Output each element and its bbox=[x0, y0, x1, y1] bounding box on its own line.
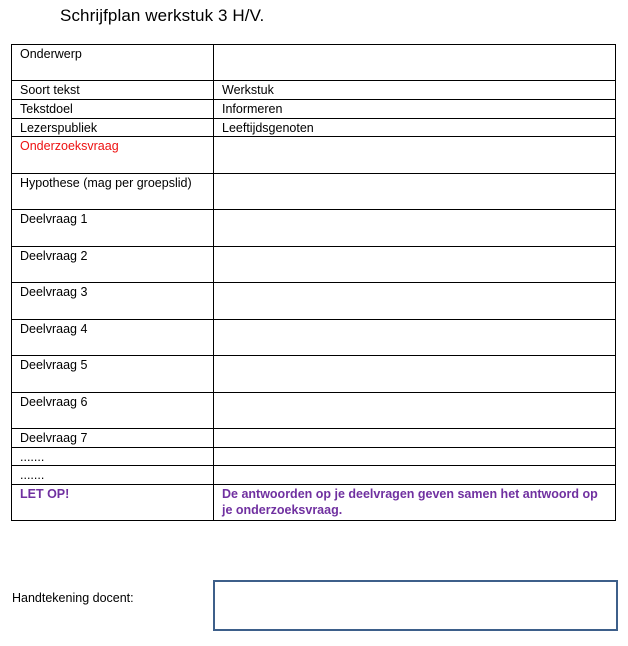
row-value-field[interactable] bbox=[214, 393, 616, 429]
table-row bbox=[12, 485, 616, 521]
table-row bbox=[12, 356, 616, 393]
row-label: LET OP! bbox=[12, 485, 214, 521]
row-value-field[interactable] bbox=[214, 210, 616, 247]
row-label: Onderzoeksvraag bbox=[12, 137, 214, 174]
row-value-field[interactable] bbox=[214, 137, 616, 174]
row-label: Deelvraag 1 bbox=[12, 210, 214, 247]
row-label: Lezerspubliek bbox=[12, 119, 214, 137]
row-label: Onderwerp bbox=[12, 45, 214, 81]
row-label: Deelvraag 5 bbox=[12, 356, 214, 393]
row-label: Deelvraag 2 bbox=[12, 247, 214, 283]
writing-plan-table bbox=[11, 44, 616, 521]
row-value-field[interactable] bbox=[214, 247, 616, 283]
row-label: ....... bbox=[12, 466, 214, 485]
row-value-field[interactable] bbox=[214, 356, 616, 393]
row-value-field[interactable] bbox=[214, 429, 616, 448]
row-value-field[interactable]: Leeftijdsgenoten bbox=[214, 119, 616, 137]
row-value-field[interactable] bbox=[214, 174, 616, 210]
table-row bbox=[12, 174, 616, 210]
row-value-field[interactable]: Informeren bbox=[214, 100, 616, 119]
document-title: Schrijfplan werkstuk 3 H/V. bbox=[60, 6, 265, 25]
signature-field[interactable] bbox=[213, 580, 618, 631]
row-value-field[interactable] bbox=[214, 45, 616, 81]
row-label: Deelvraag 3 bbox=[12, 283, 214, 320]
table-row bbox=[12, 210, 616, 247]
row-value-field[interactable] bbox=[214, 283, 616, 320]
table-row bbox=[12, 448, 616, 466]
table-row bbox=[12, 137, 616, 174]
table-row bbox=[12, 81, 616, 100]
table-row bbox=[12, 45, 616, 81]
row-value-field[interactable]: Werkstuk bbox=[214, 81, 616, 100]
table-row bbox=[12, 119, 616, 137]
table-row bbox=[12, 429, 616, 448]
signature-label: Handtekening docent: bbox=[12, 591, 134, 605]
table-row bbox=[12, 320, 616, 356]
row-label: Hypothese (mag per groepslid) bbox=[12, 174, 214, 210]
table-row bbox=[12, 247, 616, 283]
row-label: Deelvraag 7 bbox=[12, 429, 214, 448]
row-label: Soort tekst bbox=[12, 81, 214, 100]
table-row bbox=[12, 283, 616, 320]
row-label: ....... bbox=[12, 448, 214, 466]
row-value-field[interactable] bbox=[214, 448, 616, 466]
row-label: Tekstdoel bbox=[12, 100, 214, 119]
table-row bbox=[12, 100, 616, 119]
row-value-field[interactable] bbox=[214, 466, 616, 485]
table-row bbox=[12, 393, 616, 429]
row-value-field[interactable]: De antwoorden op je deelvragen geven samen het antwoord op je onderzoeksvraag. bbox=[214, 485, 616, 521]
row-label: Deelvraag 6 bbox=[12, 393, 214, 429]
row-label: Deelvraag 4 bbox=[12, 320, 214, 356]
table-row bbox=[12, 466, 616, 485]
row-value-field[interactable] bbox=[214, 320, 616, 356]
